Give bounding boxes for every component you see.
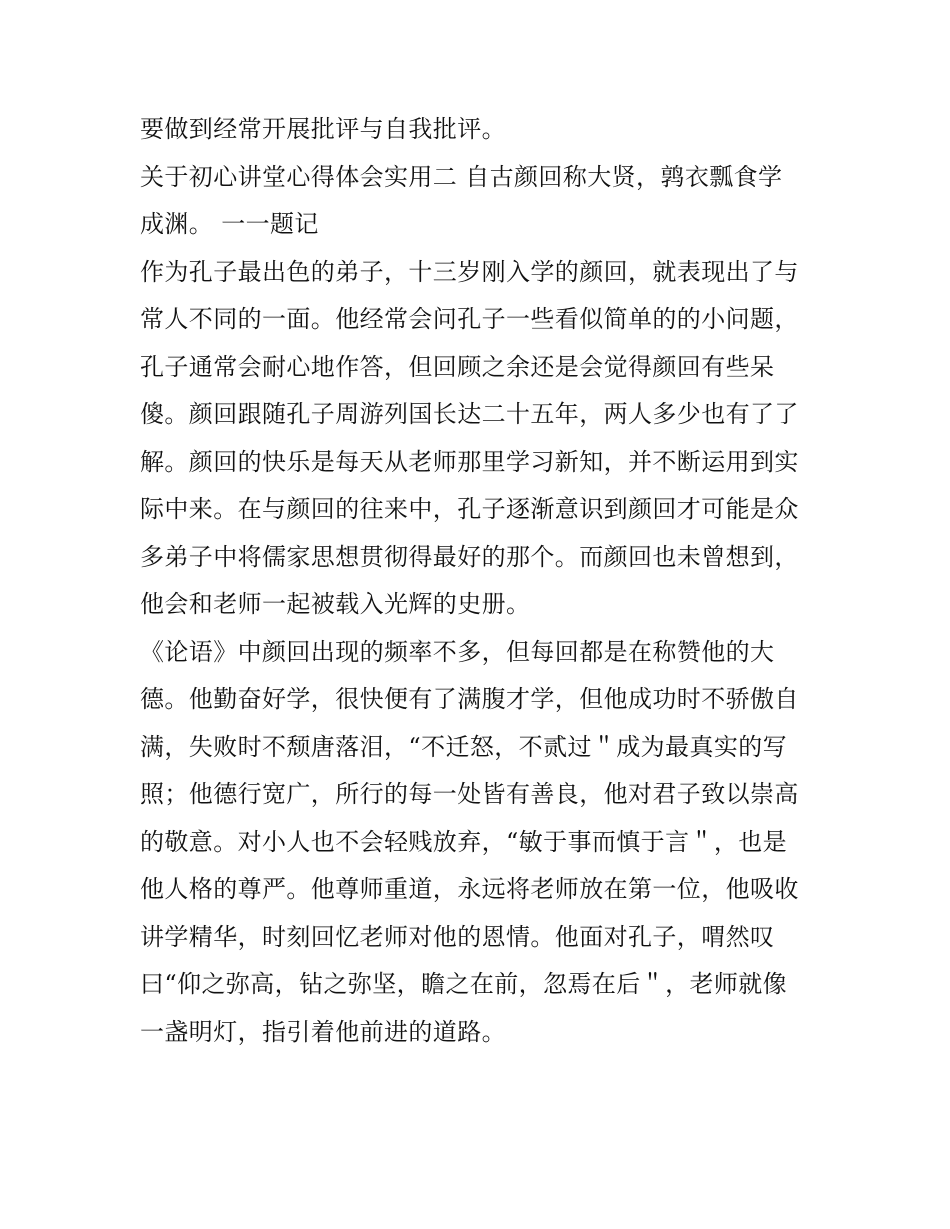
paragraph-title-epigraph: 关于初心讲堂心得体会实用二 自古颜回称大贤，鹑衣瓢食学 成渊。 一一题记 <box>140 162 783 238</box>
paragraph-yan-hui-intro: 作为孔子最出色的弟子，十三岁刚入学的颜回，就表现出了与 常人不同的一面。他经常会问孔子一些看似简单的的小问题， 孔子通常会耐心地作答，但回顾之余还是会觉得颜回有些呆 傻。颜回跟随孔子周游列国长达二十五年，两人多少也有了了 解。颜回的快乐是每天从老师那里学习新知，并不断运用到实 际中来。在与颜回的往来中，孔子逐渐意识到颜回才可能是众 多弟子中将儒家思想贯彻得最好的那个。而颜回也未曾想到， 他会和老师一起被载入光辉的史册。 <box>140 257 799 618</box>
document-body <box>140 106 820 1056</box>
paragraph-analects-virtue: 《论语》中颜回出现的频率不多，但每回都是在称赞他的大 德。他勤奋好学，很快便有了满腹才学，但他成功时不骄傲自 满，失败时不颓唐落泪，“不迁怒，不贰过＂成为最真实的写 照；他德行宽广，所行的每一处皆有善良，他对君子致以崇高 的敬意。对小人也不会轻贱放弃，“敏于事而慎于言＂，也是 他人格的尊严。他尊师重道，永远将老师放在第一位，他吸收 讲学精华，时刻回忆老师对他的恩情。他面对孔子，喟然叹 曰“仰之弥高，钻之弥坚，瞻之在前，忽焉在后＂，老师就像 一盏明灯，指引着他前进的道路。 <box>140 637 799 1046</box>
paragraph-opening-line: 要做到经常开展批评与自我批评。 <box>140 115 506 143</box>
